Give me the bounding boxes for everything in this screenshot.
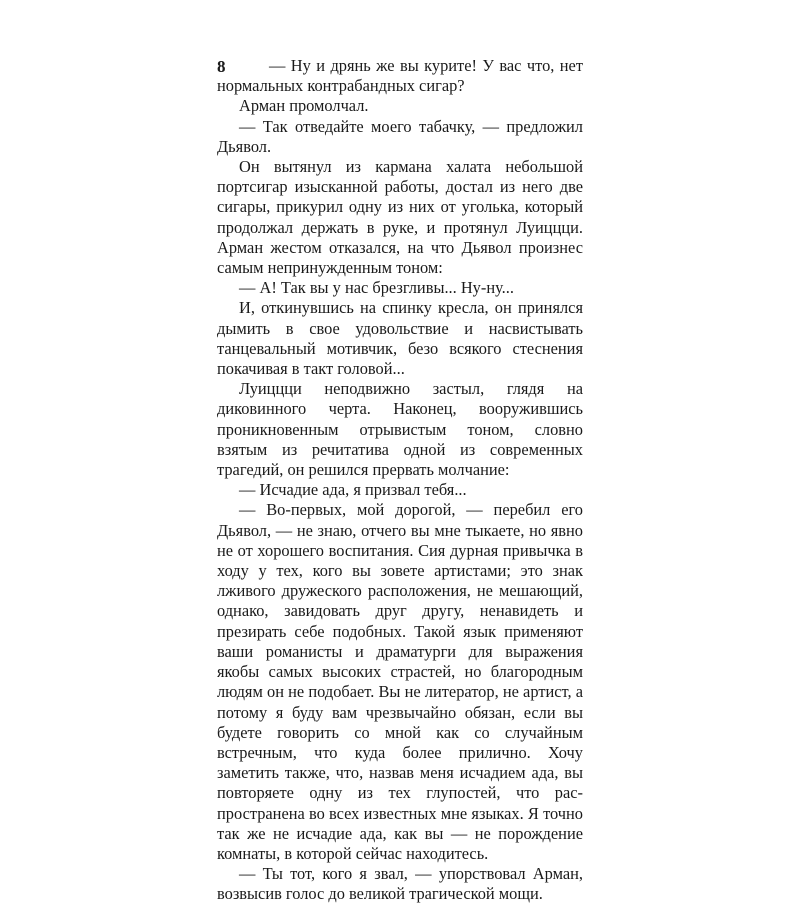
paragraph: И, откинувшись на спинку кресла, он принялся дымить в свое удовольствие и насвистывать танцевальный мотивчик, безо всякого стеснения покачивая в такт головой... xyxy=(217,298,583,379)
page-number: 8 xyxy=(217,57,226,76)
body-text xyxy=(217,56,583,905)
paragraph: Луиццци неподвижно застыл, глядя на диковинного черта. Наконец, вооружившись проникновенным отрывистым тоном, словно взятым из речитатива одной из современных трагедий, он решился прервать молчание: xyxy=(217,379,583,480)
paragraph: — Ну и дрянь же вы курите! У вас что, нет нормальных контрабандных сигар? xyxy=(217,56,583,96)
paragraph: — А! Так вы у нас брезгливы... Ну-ну... xyxy=(239,278,514,298)
paragraph: — Ты тот, кого я звал, — упорствовал Арман, возвысив голос до великой трагической мощи. xyxy=(217,864,583,904)
paragraph: — Исчадие ада, я призвал тебя... xyxy=(239,480,467,500)
paragraph: Арман промолчал. xyxy=(239,96,369,116)
paragraph: — Так отведайте моего табачку, — предложил Дьявол. xyxy=(217,116,583,156)
paragraph: Он вытянул из кармана халата небольшой портсигар изысканной работы, достал из него две сигары, прикурил одну из них от уголька, который продолжал держать в руке, и протянул Луиццци. Арман жестом отказался, на что Дьявол произнес самым непринужденным тоном: xyxy=(217,157,583,278)
paragraph: — Во-первых, мой дорогой, — перебил его Дьявол, — не знаю, отчего вы мне тыкаете, но явно не от хорошего воспитания. Сия дурная привычка в ходу у тех, кого вы зовете артистами; это знак лживого дружеского расположения, не мешающий, однако, завидовать друг другу, ненавидеть и презирать себе подобных. Такой язык применяют ваши романисты и драматурги для выражения якобы самых высоких страстей, но благородным людям он не подобает. Вы не литератор, не артист, а потому я буду вам чрезвычайно обязан, если вы будете говорить со мной как со случайным встречным, что куда более прилично. Хочу заметить также, что, назвав меня исчадием ада, вы повторяете одну из тех глупостей, что распространена во всех известных мне языках. Я точно так же не исчадие ада, как вы — не порождение комнаты, в которой сейчас находитесь. xyxy=(217,500,583,863)
